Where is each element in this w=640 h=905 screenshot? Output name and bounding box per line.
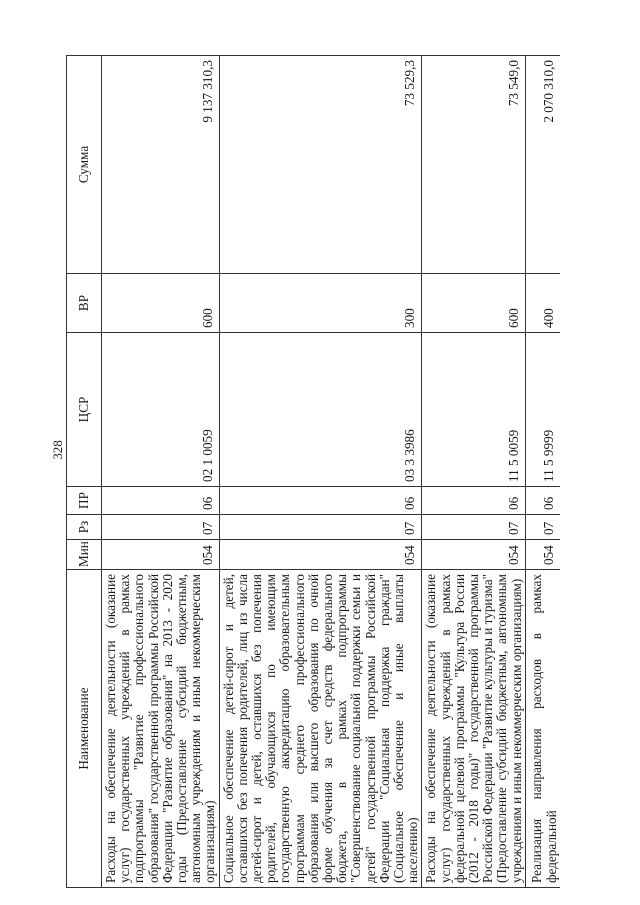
header-sum: Сумма bbox=[67, 56, 102, 274]
row-vr: 400 bbox=[525, 274, 560, 333]
row-pr: 06 bbox=[525, 487, 560, 515]
row-rz: 07 bbox=[525, 515, 560, 540]
table-row bbox=[525, 56, 560, 888]
table-header-row bbox=[67, 56, 102, 888]
row-sum: 2 070 310,0 bbox=[525, 56, 560, 274]
row-name: Реализация направления расходов в рамках федеральной bbox=[525, 570, 560, 888]
row-csr: 11 5 0059 bbox=[422, 333, 525, 487]
row-rz: 07 bbox=[219, 515, 422, 540]
row-vr: 600 bbox=[102, 274, 220, 333]
row-name: Расходы на обеспечение деятельности (оказание услуг) государственных учреждений в рамках подпрограммы "Развитие профессионального образования" государственной программы Российской Федерации "Развитие образования" на 2013 - 2020 годы (Предоставление субсидий бюджетным, автономным учреждениям и иным некоммерческим организациям) bbox=[102, 570, 220, 888]
rotated-page bbox=[66, 56, 610, 888]
table-row bbox=[219, 56, 422, 888]
header-vr: ВР bbox=[67, 274, 102, 333]
row-csr: 11 5 9999 bbox=[525, 333, 560, 487]
budget-table bbox=[66, 55, 560, 888]
page-number: 328 bbox=[50, 440, 65, 460]
row-pr: 06 bbox=[219, 487, 422, 515]
row-sum: 73 549,0 bbox=[422, 56, 525, 274]
row-name: Расходы на обеспечение деятельности (оказание услуг) государственных учреждений в рамках федеральной целевой программы "Культура России (2012 - 2018 годы)" государственной программы Российской Федерации "Развитие культуры и туризма" (Предоставление субсидий бюджетным, автономным учреждениям и иным некоммерческим организациям) bbox=[422, 570, 525, 888]
row-csr: 03 3 3986 bbox=[219, 333, 422, 487]
row-csr: 02 1 0059 bbox=[102, 333, 220, 487]
row-rz: 07 bbox=[102, 515, 220, 540]
table-row bbox=[102, 56, 220, 888]
table-row bbox=[422, 56, 525, 888]
header-min: Мин bbox=[67, 540, 102, 570]
row-min: 054 bbox=[102, 540, 220, 570]
row-rz: 07 bbox=[422, 515, 525, 540]
row-vr: 600 bbox=[422, 274, 525, 333]
header-rz: Рз bbox=[67, 515, 102, 540]
row-sum: 9 137 310,3 bbox=[102, 56, 220, 274]
header-name: Наименование bbox=[67, 570, 102, 888]
row-min: 054 bbox=[219, 540, 422, 570]
header-pr: ПР bbox=[67, 487, 102, 515]
row-min: 054 bbox=[422, 540, 525, 570]
header-csr: ЦСР bbox=[67, 333, 102, 487]
row-pr: 06 bbox=[102, 487, 220, 515]
row-pr: 06 bbox=[422, 487, 525, 515]
row-name: Социальное обеспечение детей-сирот и детей, оставшихся без попечения родителей, лиц из числа детей-сирот и детей, оставшихся без попечения родителей, обучающихся по имеющим государственную аккредитацию образовательным программам среднего профессионального образования или высшего образования по очной форме обучения за счет средств федерального бюджета, в рамках подпрограммы "Совершенствование социальной поддержки семьи и детей" государственной программы Российской Федерации "Социальная поддержка граждан" (Социальное обеспечение и иные выплаты населению) bbox=[219, 570, 422, 888]
row-sum: 73 529,3 bbox=[219, 56, 422, 274]
row-vr: 300 bbox=[219, 274, 422, 333]
row-min: 054 bbox=[525, 540, 560, 570]
